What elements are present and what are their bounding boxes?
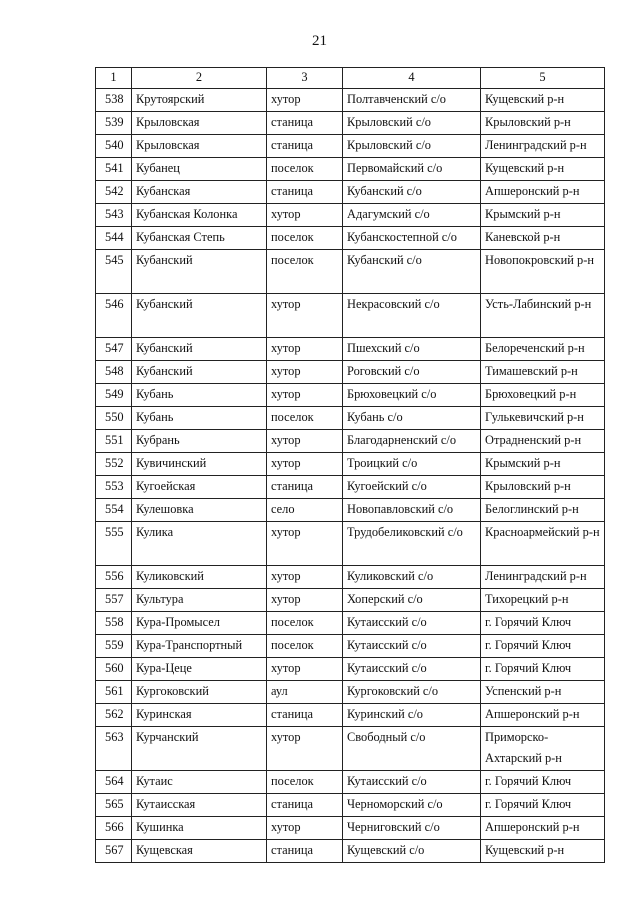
settlements-table [95, 67, 605, 863]
table-row [96, 135, 605, 158]
table-row [96, 361, 605, 384]
cell-district: Белоглинский р-н [481, 499, 605, 522]
table-row [96, 338, 605, 361]
cell-type: станица [267, 840, 343, 863]
cell-type: хутор [267, 361, 343, 384]
cell-name: Кубань [132, 407, 267, 430]
cell-type: поселок [267, 635, 343, 658]
cell-type: поселок [267, 250, 343, 294]
cell-number: 542 [96, 181, 132, 204]
cell-name: Кубанец [132, 158, 267, 181]
table-row [96, 771, 605, 794]
cell-council: Новопавловский с/о [343, 499, 481, 522]
cell-name: Кущевская [132, 840, 267, 863]
cell-number: 550 [96, 407, 132, 430]
cell-council: Хоперский с/о [343, 589, 481, 612]
cell-district: Крымский р-н [481, 204, 605, 227]
table-row [96, 704, 605, 727]
cell-name: Кубань [132, 384, 267, 407]
cell-number: 557 [96, 589, 132, 612]
table-row [96, 635, 605, 658]
table-row [96, 566, 605, 589]
cell-council: Благодарненский с/о [343, 430, 481, 453]
cell-type: хутор [267, 817, 343, 840]
cell-district: Гулькевичский р-н [481, 407, 605, 430]
cell-name: Кубанская Степь [132, 227, 267, 250]
table-row [96, 112, 605, 135]
cell-type: поселок [267, 158, 343, 181]
table-row [96, 817, 605, 840]
table-row [96, 840, 605, 863]
cell-district: Успенский р-н [481, 681, 605, 704]
cell-number: 551 [96, 430, 132, 453]
cell-council: Кутаисский с/о [343, 771, 481, 794]
cell-council: Черноморский с/о [343, 794, 481, 817]
cell-district: Крымский р-н [481, 453, 605, 476]
cell-type: станица [267, 112, 343, 135]
cell-type: станица [267, 181, 343, 204]
cell-council: Кутаисский с/о [343, 612, 481, 635]
cell-number: 543 [96, 204, 132, 227]
table-row [96, 250, 605, 294]
cell-district: Апшеронский р-н [481, 181, 605, 204]
cell-district: Крыловский р-н [481, 112, 605, 135]
cell-council: Крыловский с/о [343, 135, 481, 158]
cell-name: Культура [132, 589, 267, 612]
cell-council: Роговский с/о [343, 361, 481, 384]
cell-type: хутор [267, 658, 343, 681]
cell-district: Отрадненский р-н [481, 430, 605, 453]
cell-name: Курчанский [132, 727, 267, 771]
cell-type: хутор [267, 727, 343, 771]
table-row [96, 658, 605, 681]
table-row [96, 407, 605, 430]
cell-type: аул [267, 681, 343, 704]
cell-number: 566 [96, 817, 132, 840]
cell-council: Кущевский с/о [343, 840, 481, 863]
table-row [96, 89, 605, 112]
cell-name: Кубанская Колонка [132, 204, 267, 227]
cell-number: 538 [96, 89, 132, 112]
cell-name: Кутаисская [132, 794, 267, 817]
cell-council: Кубанский с/о [343, 250, 481, 294]
column-header-1: 1 [96, 68, 132, 89]
cell-council: Пшехский с/о [343, 338, 481, 361]
cell-number: 540 [96, 135, 132, 158]
cell-district: Кущевский р-н [481, 840, 605, 863]
cell-type: станица [267, 794, 343, 817]
cell-type: хутор [267, 89, 343, 112]
table-row [96, 158, 605, 181]
table-row [96, 384, 605, 407]
cell-council: Некрасовский с/о [343, 294, 481, 338]
cell-council: Брюховецкий с/о [343, 384, 481, 407]
cell-type: хутор [267, 294, 343, 338]
cell-name: Кургоковский [132, 681, 267, 704]
cell-district: г. Горячий Ключ [481, 794, 605, 817]
cell-type: станица [267, 476, 343, 499]
cell-council: Кубанскостепной с/о [343, 227, 481, 250]
table-row [96, 522, 605, 566]
cell-name: Кубанский [132, 338, 267, 361]
table-row [96, 499, 605, 522]
table-body [96, 89, 605, 863]
cell-council: Первомайский с/о [343, 158, 481, 181]
cell-type: хутор [267, 522, 343, 566]
cell-number: 554 [96, 499, 132, 522]
cell-number: 559 [96, 635, 132, 658]
table-row [96, 727, 605, 771]
cell-name: Кура-Цеце [132, 658, 267, 681]
cell-district: Крыловский р-н [481, 476, 605, 499]
cell-council: Кубань с/о [343, 407, 481, 430]
cell-number: 567 [96, 840, 132, 863]
cell-number: 556 [96, 566, 132, 589]
table-row [96, 227, 605, 250]
table-row [96, 430, 605, 453]
cell-council: Кугоейский с/о [343, 476, 481, 499]
column-header-4: 4 [343, 68, 481, 89]
cell-district: Брюховецкий р-н [481, 384, 605, 407]
cell-number: 552 [96, 453, 132, 476]
cell-council: Черниговский с/о [343, 817, 481, 840]
cell-council: Куринский с/о [343, 704, 481, 727]
cell-name: Кулешовка [132, 499, 267, 522]
cell-type: хутор [267, 430, 343, 453]
cell-council: Куликовский с/о [343, 566, 481, 589]
cell-number: 546 [96, 294, 132, 338]
column-header-2: 2 [132, 68, 267, 89]
cell-district: Кущевский р-н [481, 158, 605, 181]
cell-council: Свободный с/о [343, 727, 481, 771]
cell-district: г. Горячий Ключ [481, 771, 605, 794]
table-row [96, 589, 605, 612]
table-row [96, 453, 605, 476]
table-row [96, 476, 605, 499]
cell-number: 539 [96, 112, 132, 135]
cell-number: 561 [96, 681, 132, 704]
table-row [96, 204, 605, 227]
cell-type: хутор [267, 566, 343, 589]
cell-district: Тихорецкий р-н [481, 589, 605, 612]
cell-district: Тимашевский р-н [481, 361, 605, 384]
table-row [96, 181, 605, 204]
cell-district: Апшеронский р-н [481, 704, 605, 727]
cell-type: поселок [267, 407, 343, 430]
cell-type: станица [267, 135, 343, 158]
cell-name: Кубанский [132, 250, 267, 294]
cell-type: хутор [267, 338, 343, 361]
cell-council: Трудобеликовский с/о [343, 522, 481, 566]
cell-council: Кутаисский с/о [343, 658, 481, 681]
cell-number: 544 [96, 227, 132, 250]
cell-name: Кубанский [132, 294, 267, 338]
cell-number: 548 [96, 361, 132, 384]
cell-council: Полтавченский с/о [343, 89, 481, 112]
cell-number: 562 [96, 704, 132, 727]
cell-name: Кура-Транспортный [132, 635, 267, 658]
cell-type: хутор [267, 204, 343, 227]
cell-district: г. Горячий Ключ [481, 612, 605, 635]
cell-number: 555 [96, 522, 132, 566]
cell-type: хутор [267, 589, 343, 612]
column-header-3: 3 [267, 68, 343, 89]
cell-name: Куликовский [132, 566, 267, 589]
cell-number: 545 [96, 250, 132, 294]
cell-name: Кубанский [132, 361, 267, 384]
cell-name: Кулика [132, 522, 267, 566]
table-row [96, 294, 605, 338]
cell-name: Кушинка [132, 817, 267, 840]
cell-council: Кутаисский с/о [343, 635, 481, 658]
cell-number: 549 [96, 384, 132, 407]
cell-name: Куринская [132, 704, 267, 727]
cell-district: Белореченский р-н [481, 338, 605, 361]
cell-name: Кугоейская [132, 476, 267, 499]
cell-district: Приморско-Ахтарский р-н [481, 727, 605, 771]
cell-type: поселок [267, 227, 343, 250]
cell-council: Адагумский с/о [343, 204, 481, 227]
cell-name: Крыловская [132, 135, 267, 158]
cell-type: хутор [267, 384, 343, 407]
cell-council: Кургоковский с/о [343, 681, 481, 704]
cell-number: 541 [96, 158, 132, 181]
column-header-5: 5 [481, 68, 605, 89]
cell-name: Кубанская [132, 181, 267, 204]
cell-number: 564 [96, 771, 132, 794]
cell-number: 553 [96, 476, 132, 499]
cell-name: Крыловская [132, 112, 267, 135]
cell-number: 565 [96, 794, 132, 817]
cell-council: Крыловский с/о [343, 112, 481, 135]
cell-district: Апшеронский р-н [481, 817, 605, 840]
cell-council: Кубанский с/о [343, 181, 481, 204]
cell-district: Ленинградский р-н [481, 566, 605, 589]
cell-council: Троицкий с/о [343, 453, 481, 476]
cell-name: Кура-Промысел [132, 612, 267, 635]
cell-district: Новопокровский р-н [481, 250, 605, 294]
cell-name: Крутоярский [132, 89, 267, 112]
cell-type: поселок [267, 771, 343, 794]
cell-type: хутор [267, 453, 343, 476]
cell-district: Усть-Лабинский р-н [481, 294, 605, 338]
table-row [96, 612, 605, 635]
cell-type: село [267, 499, 343, 522]
cell-district: г. Горячий Ключ [481, 635, 605, 658]
cell-number: 563 [96, 727, 132, 771]
header-row [96, 68, 605, 89]
cell-district: г. Горячий Ключ [481, 658, 605, 681]
table-row [96, 681, 605, 704]
cell-district: Кущевский р-н [481, 89, 605, 112]
cell-name: Кутаис [132, 771, 267, 794]
cell-number: 560 [96, 658, 132, 681]
cell-district: Ленинградский р-н [481, 135, 605, 158]
table-row [96, 794, 605, 817]
cell-number: 558 [96, 612, 132, 635]
cell-number: 547 [96, 338, 132, 361]
cell-type: поселок [267, 612, 343, 635]
cell-name: Кувичинский [132, 453, 267, 476]
cell-district: Красноармейский р-н [481, 522, 605, 566]
cell-name: Кубрань [132, 430, 267, 453]
cell-district: Каневской р-н [481, 227, 605, 250]
cell-type: станица [267, 704, 343, 727]
page-number: 21 [312, 33, 327, 49]
